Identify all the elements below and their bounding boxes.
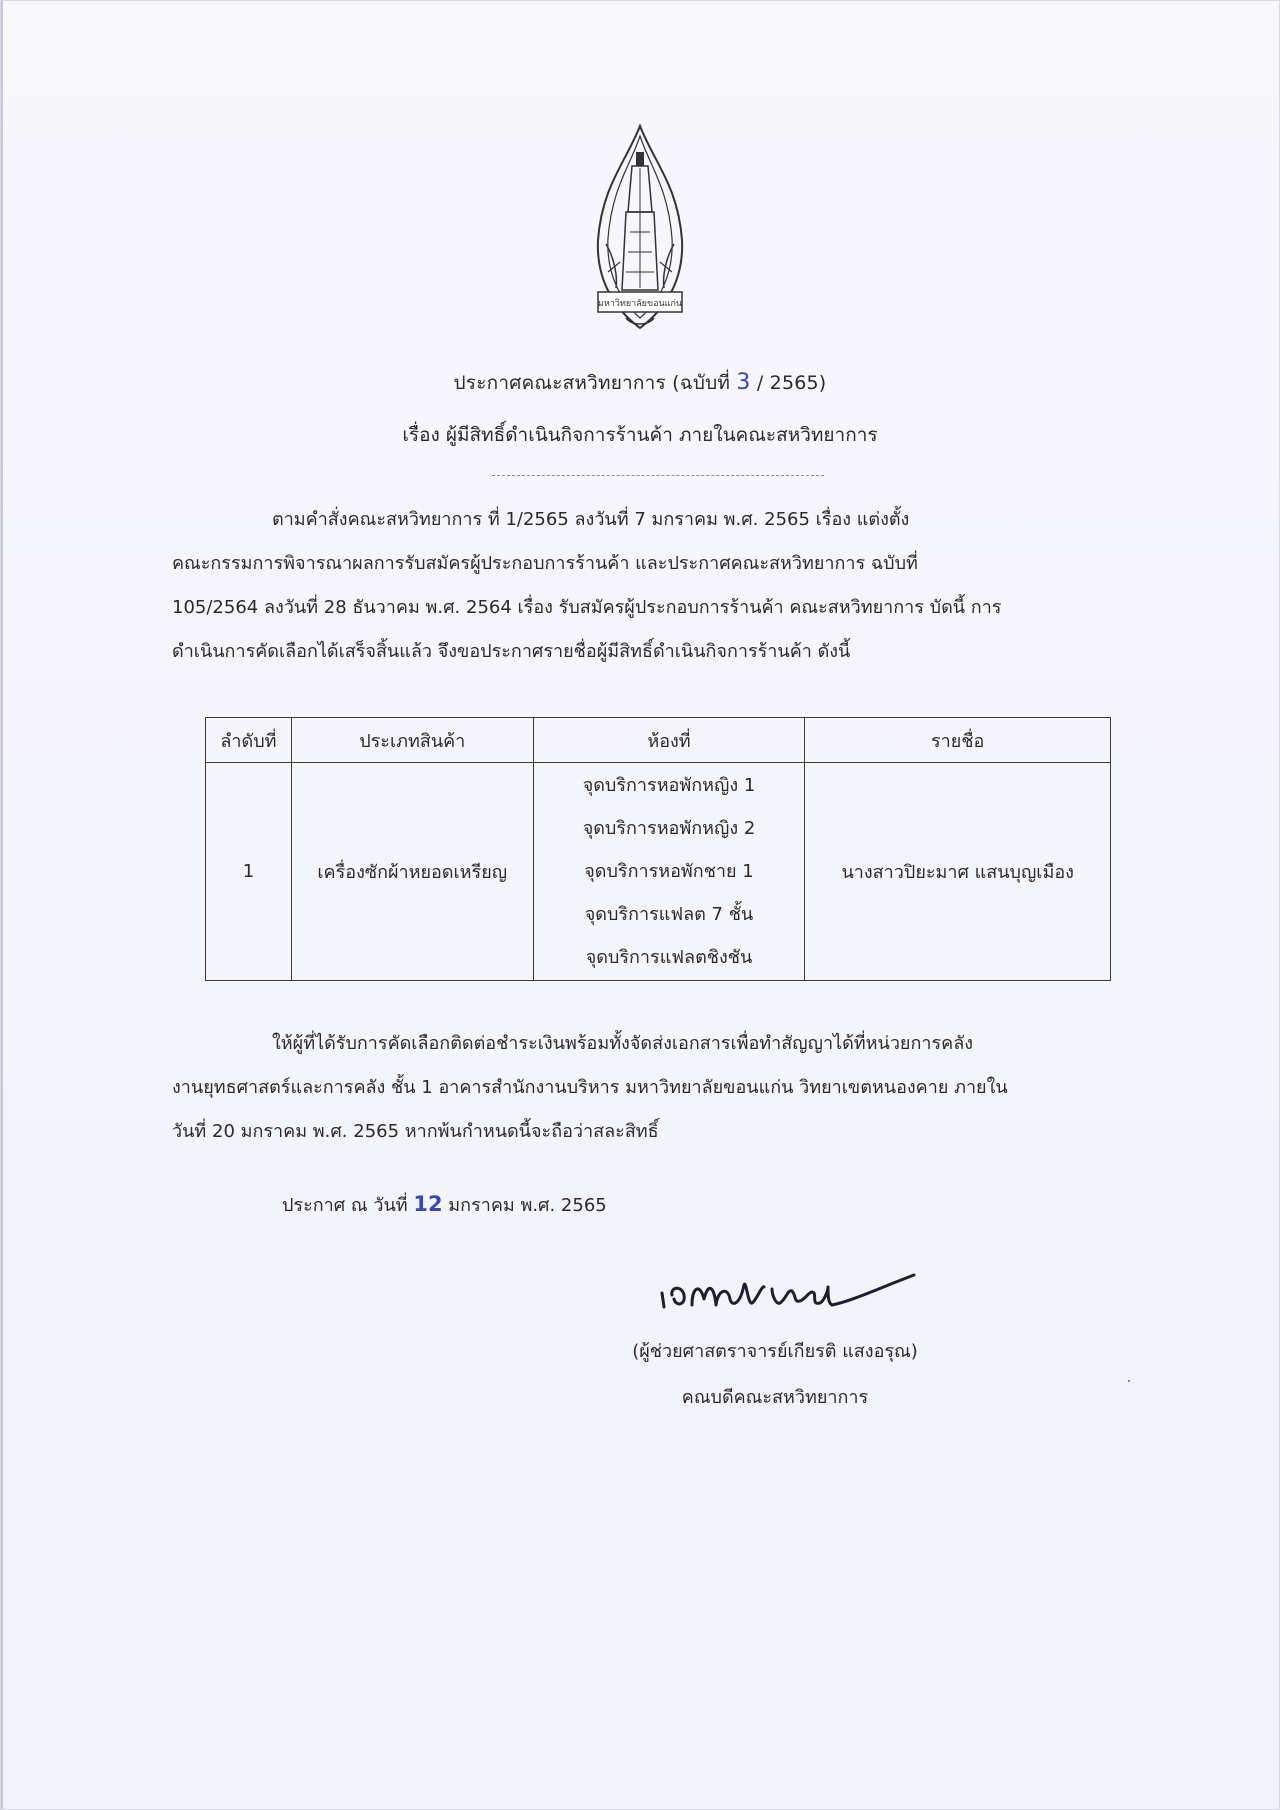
title-divider bbox=[492, 475, 824, 476]
title-suffix: / 2565) bbox=[750, 372, 827, 394]
announce-day-handwritten: 12 bbox=[413, 1192, 443, 1216]
intro-paragraph bbox=[172, 498, 1142, 674]
university-emblem-logo bbox=[586, 122, 694, 338]
header-product-type: ประเภทสินค้า bbox=[291, 718, 533, 763]
header-no: ลำดับที่ bbox=[206, 718, 292, 763]
intro-line: ดำเนินการคัดเลือกได้เสร็จสิ้นแล้ว จึงขอประกาศรายชื่อผู้มีสิทธิ์ดำเนินกิจการร้านค้า ดังนี้ bbox=[172, 641, 851, 662]
announce-prefix: ประกาศ ณ วันที่ bbox=[282, 1195, 414, 1216]
room-item: จุดบริการแฟลตชิงชัน bbox=[585, 947, 753, 968]
instruction-line: งานยุทธศาสตร์และการคลัง ชั้น 1 อาคารสำนักงานบริหาร มหาวิทยาลัยขอนแก่น วิทยาเขตหนองคาย ภายใน bbox=[172, 1077, 1008, 1098]
announce-suffix: มกราคม พ.ศ. 2565 bbox=[442, 1195, 607, 1216]
cell-rooms bbox=[533, 763, 805, 981]
header-room: ห้องที่ bbox=[533, 718, 805, 763]
cell-product-type: เครื่องซักผ้าหยอดเหรียญ bbox=[291, 763, 533, 981]
room-item: จุดบริการหอพักหญิง 1 bbox=[582, 775, 756, 796]
announce-date bbox=[282, 1190, 607, 1219]
signer-name: (ผู้ช่วยศาสตราจารย์เกียรติ แสงอรุณ) bbox=[632, 1341, 918, 1362]
signer-position: คณบดีคณะสหวิทยาการ bbox=[681, 1387, 869, 1408]
table-row bbox=[206, 763, 1111, 981]
intro-line: ตามคำสั่งคณะสหวิทยาการ ที่ 1/2565 ลงวันที่ 7 มกราคม พ.ศ. 2565 เรื่อง แต่งตั้ง bbox=[272, 509, 910, 530]
announcement-subject: เรื่อง ผู้มีสิทธิ์ดำเนินกิจการร้านค้า ภายในคณะสหวิทยาการ bbox=[402, 424, 878, 446]
announcement-title bbox=[0, 368, 1280, 398]
room-item: จุดบริการหอพักหญิง 2 bbox=[582, 818, 756, 839]
instruction-line: วันที่ 20 มกราคม พ.ศ. 2565 หากพ้นกำหนดนี้จะถือว่าสละสิทธิ์ bbox=[172, 1121, 659, 1142]
issue-number-handwritten: 3 bbox=[736, 370, 751, 395]
intro-line: 105/2564 ลงวันที่ 28 ธันวาคม พ.ศ. 2564 เรื่อง รับสมัครผู้ประกอบการร้านค้า คณะสหวิทยาการ บัดนี้ การ bbox=[172, 597, 1002, 618]
title-prefix: ประกาศคณะสหวิทยาการ (ฉบับที่ bbox=[453, 372, 737, 394]
instruction-paragraph bbox=[172, 1022, 1142, 1154]
cell-name: นางสาวปิยะมาศ แสนบุญเมือง bbox=[805, 763, 1111, 981]
table-header-row bbox=[206, 718, 1111, 763]
cell-no: 1 bbox=[206, 763, 292, 981]
room-item: จุดบริการหอพักชาย 1 bbox=[584, 861, 754, 882]
header-name: รายชื่อ bbox=[805, 718, 1111, 763]
intro-line: คณะกรรมการพิจารณาผลการรับสมัครผู้ประกอบการร้านค้า และประกาศคณะสหวิทยาการ ฉบับที่ bbox=[172, 553, 918, 574]
scan-speck bbox=[1128, 1380, 1130, 1382]
handwritten-signature bbox=[652, 1265, 922, 1315]
selected-vendors-table bbox=[205, 717, 1111, 981]
instruction-line: ให้ผู้ที่ได้รับการคัดเลือกติดต่อชำระเงินพร้อมทั้งจัดส่งเอกสารเพื่อทำสัญญาได้ที่หน่วยการคลัง bbox=[272, 1033, 974, 1054]
room-item: จุดบริการแฟลต 7 ชั้น bbox=[584, 904, 754, 925]
logo-caption: มหาวิทยาลัยขอนแก่น bbox=[597, 299, 683, 309]
